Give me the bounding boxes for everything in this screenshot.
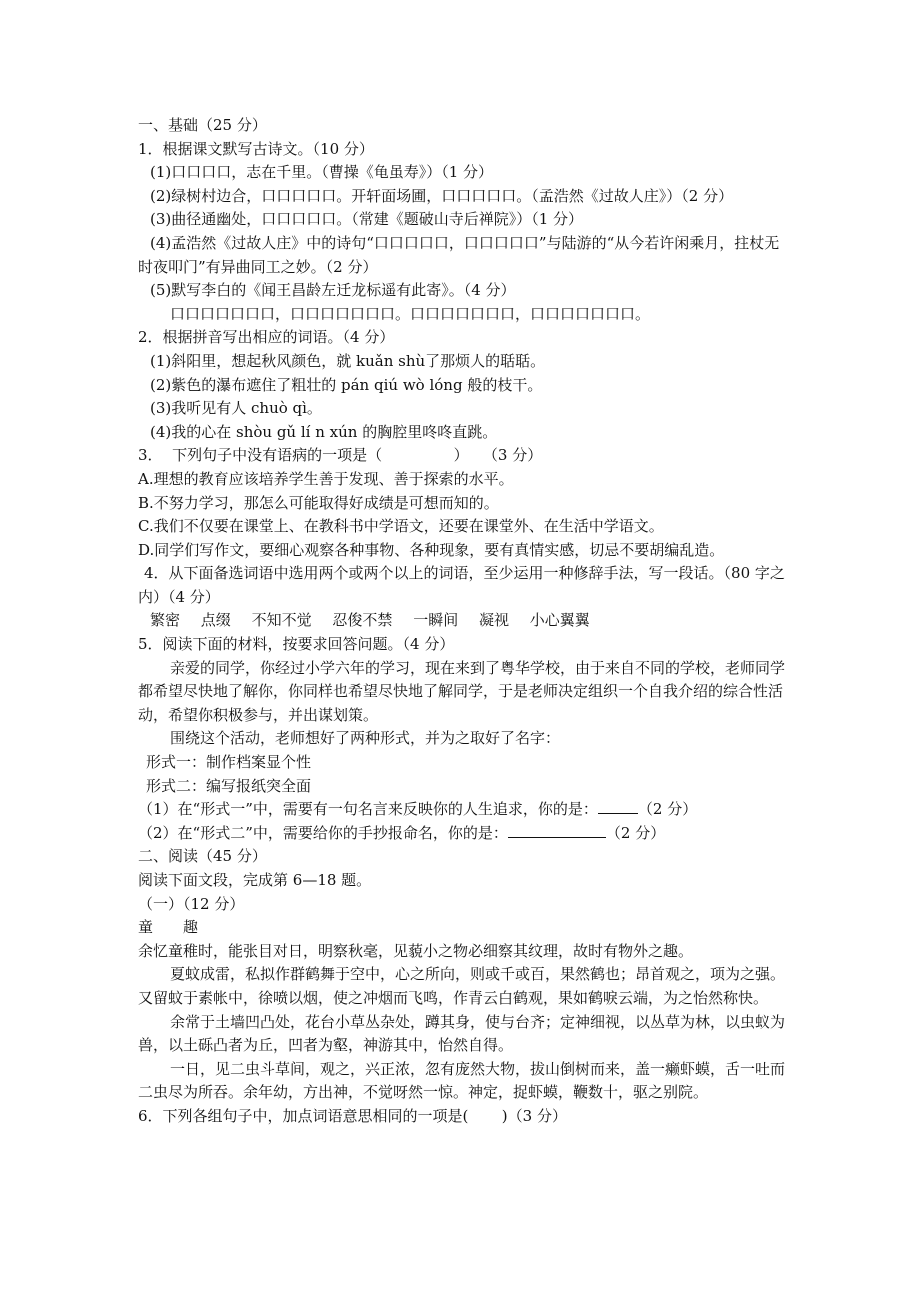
q4-word: 小心翼翼 (529, 611, 590, 630)
section2-instruction: 阅读下面文段，完成第 6—18 题。 (138, 871, 372, 889)
passage-title-char-2: 趣 (183, 918, 199, 937)
q5-sub2-text: （2）在“形式二”中，需要给你的手抄报命名，你的是： (138, 823, 508, 842)
q1-item-1: (1)口口口口，志在千里。（曹操《龟虽寿》）（1 分） (150, 163, 494, 182)
q2-item-2: (2)紫色的瀑布遮住了粗壮的 pán qiú wò lóng 般的枝干。 (150, 375, 543, 394)
q3-option-d: D.同学们写作文，要细心观察各种事物、各种现象，要有真情实感，切忌不要胡编乱造。 (138, 540, 725, 559)
q1-item-5: (5)默写李白的《闻王昌龄左迁龙标遥有此寄》。（4 分） (150, 281, 516, 300)
q3-option-b: B.不努力学习，那怎么可能取得好成绩是可想而知的。 (138, 493, 499, 512)
q1-item-2: (2)绿树村边合，口口口口口。开轩面场圃，口口口口口。（孟浩然《过故人庄》）（2 分） (150, 186, 734, 205)
q5-form-1: 形式一：制作档案显个性 (146, 753, 312, 772)
section1-heading: 一、基础（25 分） (138, 116, 267, 134)
q4-word: 一瞬间 (413, 611, 459, 630)
q5-material-paragraph-2: 围绕这个活动，老师想好了两种形式，并为之取好了名字： (170, 729, 561, 748)
q1-item-4: (4)孟浩然《过故人庄》中的诗句“口口口口口，口口口口口”与陆游的“从今若许闲乘月，拄杖无时夜叩门”有异曲同工之妙。（2 分） (138, 233, 780, 276)
exam-page (138, 114, 788, 1129)
q5-stem: 5．阅读下面的材料，按要求回答问题。（4 分） (138, 635, 455, 654)
q5-form-2: 形式二：编写报纸突全面 (146, 776, 312, 795)
q5-sub1-text: （1）在“形式一”中，需要有一句名言来反映你的人生追求，你的是： (138, 800, 598, 819)
q3-stem: 3． 下列句子中没有语病的一项是（ ） （3 分） (138, 446, 543, 465)
q5-sub2-score: （2 分） (605, 823, 666, 842)
passage-paragraph-1: 余忆童稚时，能张目对日，明察秋毫，见藐小之物必细察其纹理，故时有物外之趣。 (138, 941, 694, 960)
q4-word: 不知不觉 (251, 611, 312, 630)
q2-stem: 2．根据拼音写出相应的词语。（4 分） (138, 328, 395, 347)
q5-material-paragraph-1: 亲爱的同学，你经过小学六年的学习，现在来到了粤华学校，由于来自不同的学校，老师同学都希望尽快地了解你，你同样也希望尽快地了解同学，于是老师决定组织一个自我介绍的综合性活动，希望你积极参与，并出谋划策。 (138, 658, 786, 724)
q3-option-c: C.我们不仅要在课堂上、在教科书中学语文，还要在课堂外、在生活中学语文。 (138, 517, 664, 536)
q2-item-3: (3)我听见有人 chuò qì。 (150, 399, 322, 418)
q1-poem-line: 口口口口口口口，口口口口口口口。口口口口口口口，口口口口口口口。 (170, 304, 651, 323)
q6-stem: 6．下列各组句子中，加点词语意思相同的一项是( )（3 分） (138, 1106, 567, 1125)
q4-word: 凝视 (478, 611, 509, 630)
passage-paragraph-4: 一日，见二虫斗草间，观之，兴正浓，忽有庞然大物，拔山倒树而来，盖一癞虾蟆，舌一吐而二虫尽为所吞。余年幼，方出神，不觉呀然一惊。神定，捉虾蟆，鞭数十，驱之别院。 (138, 1059, 786, 1102)
q4-word-list (138, 609, 788, 633)
q2-item-1: (1)斜阳里，想起秋风颜色，就 kuǎn shù了那烦人的聒聒。 (150, 351, 546, 370)
q5-sub2-answer-blank[interactable] (508, 823, 606, 838)
section2-heading: 二、阅读（45 分） (138, 847, 267, 866)
passage-title (138, 916, 788, 940)
passage-paragraph-3: 余常于土墙凹凸处，花台小草丛杂处，蹲其身，使与台齐；定神细视，以丛草为林，以虫蚁为兽，以土砾凸者为丘，凹者为壑，神游其中，怡然自得。 (138, 1012, 786, 1055)
q4-word: 点缀 (200, 611, 231, 630)
q4-word: 忍俊不禁 (332, 611, 393, 630)
q3-option-a: A.理想的教育应该培养学生善于发现、善于探索的水平。 (138, 469, 514, 488)
q2-item-4: (4)我的心在 shòu gǔ lí n xún 的胸腔里咚咚直跳。 (150, 422, 498, 441)
q1-item-3: (3)曲径通幽处，口口口口口。（常建《题破山寺后禅院》）（1 分） (150, 210, 584, 229)
part1-label: （一）（12 分） (138, 894, 245, 913)
q5-sub-question-2 (138, 822, 788, 846)
q1-stem: 1．根据课文默写古诗文。（10 分） (138, 139, 374, 158)
q4-word: 繁密 (150, 611, 181, 630)
passage-paragraph-2: 夏蚊成雷，私拟作群鹤舞于空中，心之所向，则或千或百，果然鹤也；昂首观之，项为之强。又留蚊于素帐中，徐喷以烟，使之冲烟而飞鸣，作青云白鹤观，果如鹤唳云端，为之怡然称快。 (138, 965, 786, 1007)
q4-stem: 4．从下面备选词语中选用两个或两个以上的词语，至少运用一种修辞手法，写一段话。（80 字之内）（4 分） (138, 564, 785, 606)
q5-sub1-score: （2 分） (637, 800, 698, 819)
q5-sub-question-1 (138, 798, 788, 822)
q5-sub1-answer-blank[interactable] (598, 799, 638, 814)
passage-title-char-1: 童 (138, 918, 154, 937)
